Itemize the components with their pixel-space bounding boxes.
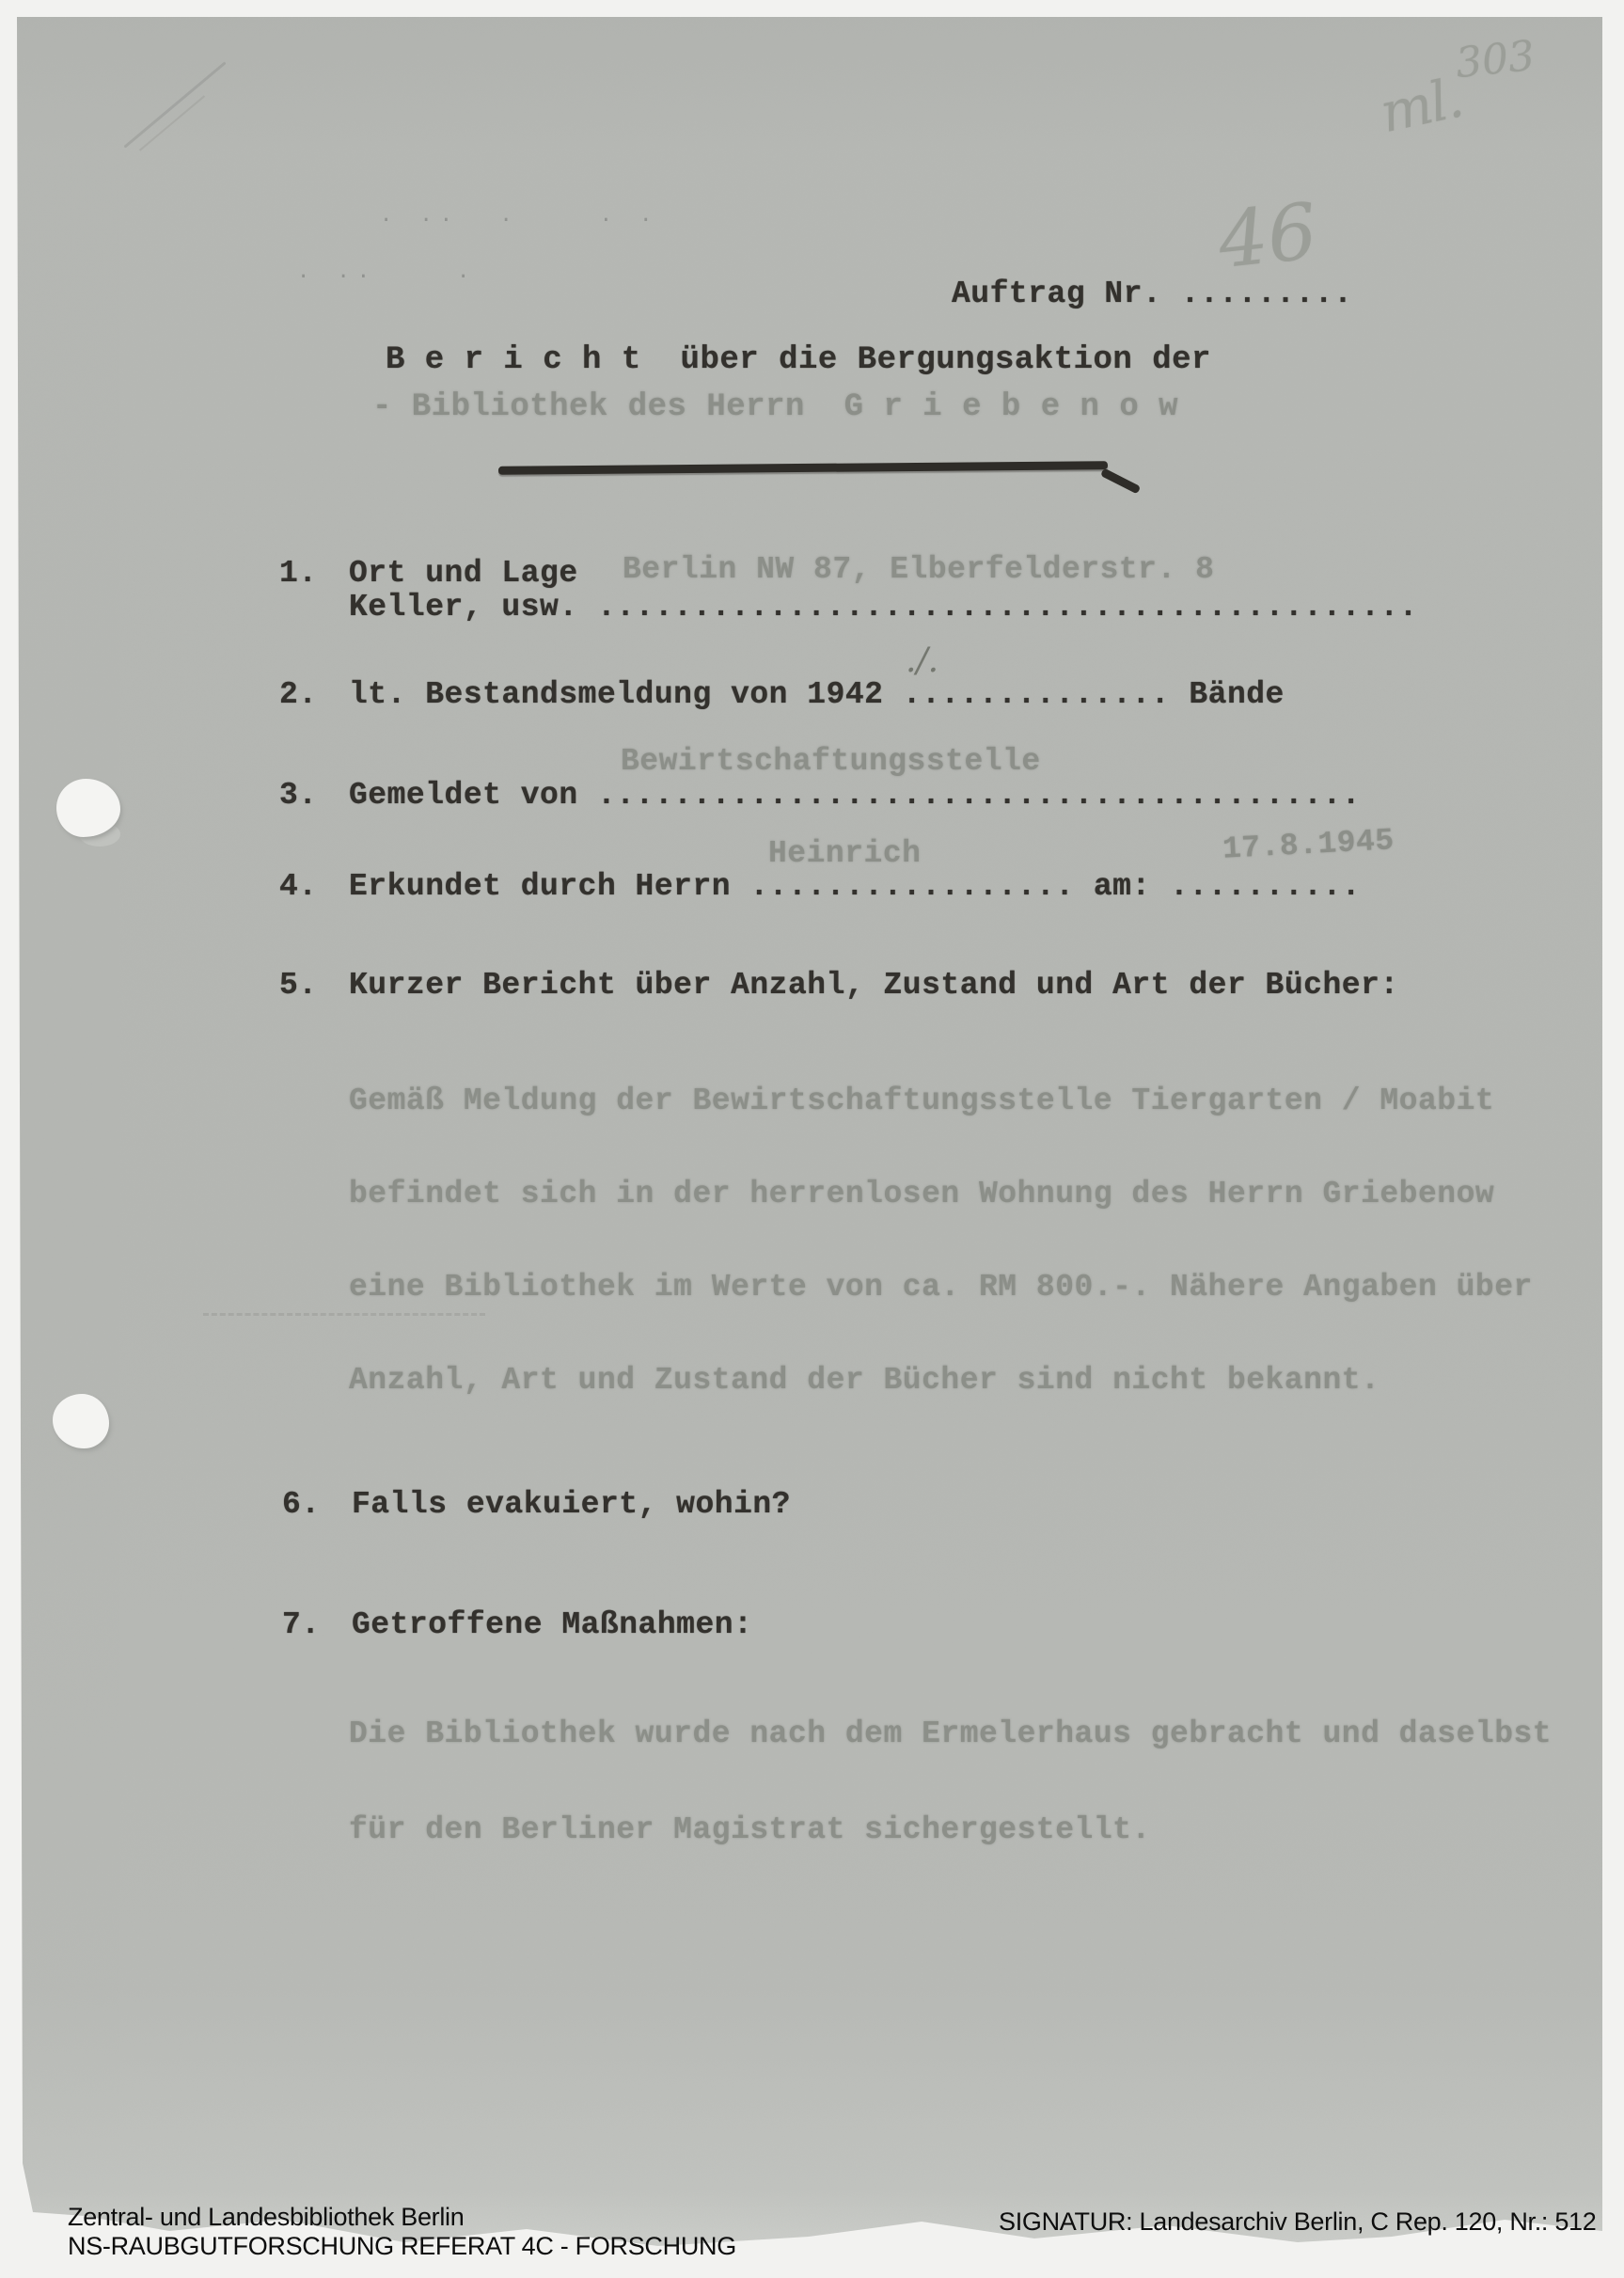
item3-label: Gemeldet von ........................................ (349, 778, 1362, 813)
punch-hole (53, 1394, 109, 1448)
item5-number: 5. (279, 968, 318, 1003)
footer-organization (68, 2203, 736, 2261)
footer-org-line1: Zentral- und Landesbibliothek Berlin (68, 2203, 465, 2231)
item2-label: lt. Bestandsmeldung von 1942 .............. Bände (349, 677, 1285, 712)
auftrag-nr-label: Auftrag Nr. ......... (952, 277, 1353, 311)
footer-org-line2: NS-RAUBGUTFORSCHUNG REFERAT 4C - FORSCHUNG (68, 2232, 736, 2260)
footer-signature: SIGNATUR: Landesarchiv Berlin, C Rep. 120, Nr.: 512 (999, 2207, 1597, 2236)
report-subtitle: - Bibliothek des Herrn G r i e b e n o w (372, 389, 1179, 425)
item5-report-text (349, 1023, 1533, 1458)
item4-filled-name: Heinrich (768, 836, 922, 871)
item6-label: Falls evakuiert, wohin? (352, 1487, 791, 1522)
item1-label-line2: Keller, usw. ........................................... (349, 590, 1418, 625)
item7-text-line: Die Bibliothek wurde nach dem Ermelerhaus gebracht und daselbst (349, 1716, 1553, 1751)
item5-text-line: eine Bibliothek im Werte von ca. RM 800.-. Nähere Angaben über (349, 1270, 1533, 1305)
pencil-page-number: 303 (1453, 31, 1537, 88)
item1-number: 1. (279, 556, 318, 591)
item3-number: 3. (279, 778, 318, 813)
scan-speckles: · ·· · (297, 265, 478, 289)
item5-text-line: befindet sich in der herrenlosen Wohnung des Herrn Griebenow (349, 1177, 1495, 1211)
item1-filled-value: Berlin NW 87, Elberfelderstr. 8 (623, 552, 1215, 587)
paper-crease (123, 61, 226, 148)
item5-text-line: Anzahl, Art und Zustand der Bücher sind nicht bekannt. (349, 1363, 1380, 1398)
item4-number: 4. (279, 869, 318, 904)
report-title: B e r i c h t über die Bergungsaktion der (386, 342, 1211, 378)
item6-number: 6. (282, 1487, 321, 1522)
paper-crease-dashed (203, 1313, 485, 1316)
pencil-initials: ml. (1374, 65, 1468, 146)
item3-filled-value: Bewirtschaftungsstelle (621, 744, 1041, 779)
item4-filled-date: 17.8.1945 (1222, 823, 1395, 867)
item4-label: Erkundet durch Herrn ................. am: .......... (349, 869, 1362, 904)
item1-label: Ort und Lage (349, 556, 578, 591)
item7-number: 7. (282, 1607, 321, 1642)
item2-number: 2. (279, 677, 318, 712)
scan-speckles: · ·· · · · (380, 209, 660, 232)
auftrag-nr-handwritten-value: 46 (1214, 186, 1322, 287)
item7-measures-text (349, 1654, 1552, 1910)
item5-text-line: Gemäß Meldung der Bewirtschaftungsstelle Tiergarten / Moabit (349, 1084, 1495, 1118)
item5-label: Kurzer Bericht über Anzahl, Zustand und Art der Bücher: (349, 968, 1399, 1003)
item2-pencil-mark: ./. (906, 641, 939, 680)
item7-text-line: für den Berliner Magistrat sichergestellt. (349, 1812, 1151, 1847)
item7-label: Getroffene Maßnahmen: (352, 1607, 753, 1642)
